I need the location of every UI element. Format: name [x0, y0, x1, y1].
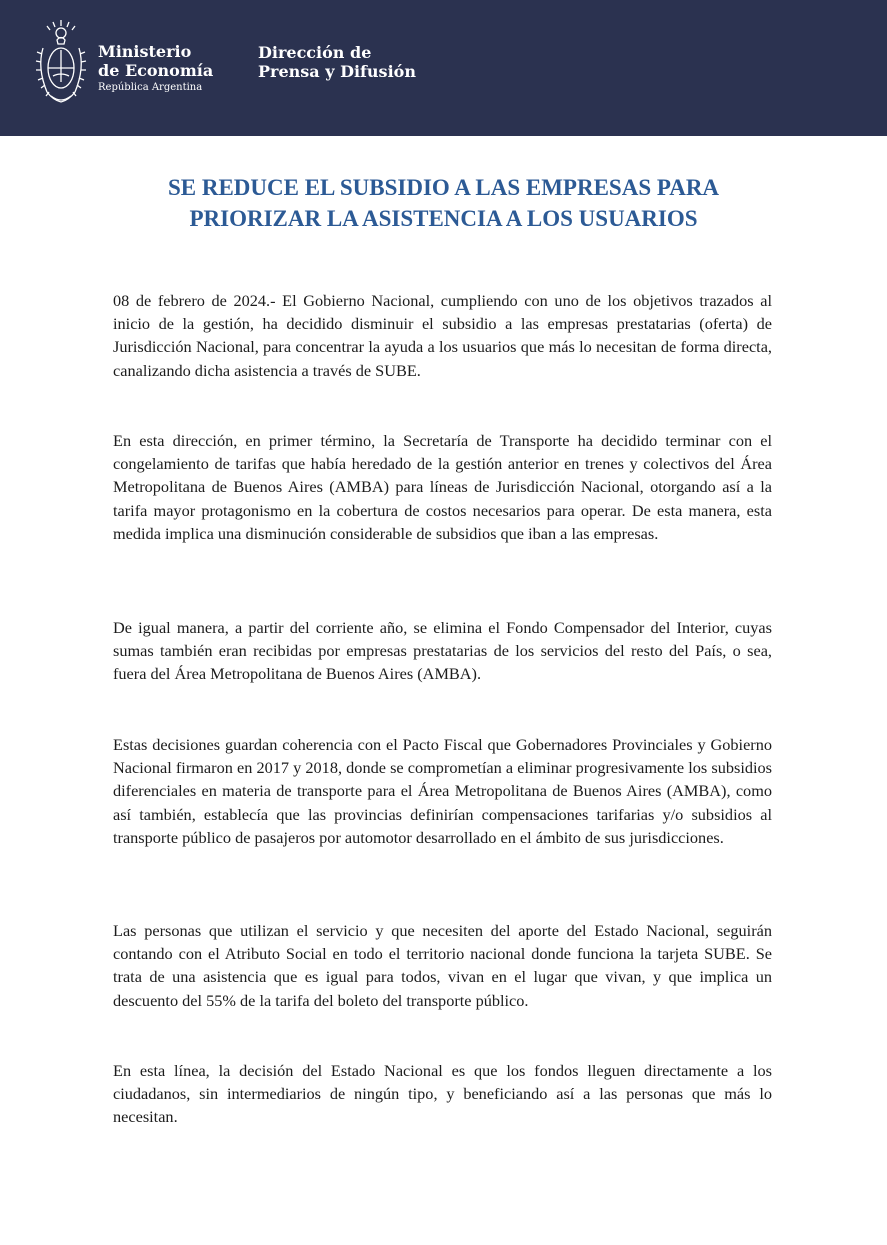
country-name: República Argentina: [98, 82, 203, 93]
department-line-2: Prensa y Difusión: [258, 62, 416, 81]
department-name: [258, 43, 416, 81]
ministry-line-1: Ministerio: [98, 42, 192, 61]
paragraph-6: En esta línea, la decisión del Estado Nacional es que los fondos lleguen directamente a los ciudadanos, sin intermediarios de ningún tipo, y beneficiando así a las personas que más lo necesitan.: [113, 1061, 772, 1127]
coat-of-arms-icon: [33, 18, 89, 106]
press-release-title: [60, 172, 827, 234]
title-line-1: SE REDUCE EL SUBSIDIO A LAS EMPRESAS PARA: [167, 175, 720, 200]
page-header: [0, 0, 887, 136]
paragraph-1: 08 de febrero de 2024.- El Gobierno Nacional, cumpliendo con uno de los objetivos trazados al inicio de la gestión, ha decidido disminuir el subsidio a las empresas prestatarias (oferta) de Jurisdicción Nacional, para concentrar la ayuda a los usuarios que más lo necesitan de forma directa, canalizando dicha asistencia a través de SUBE.: [113, 291, 772, 380]
paragraph-4: Estas decisiones guardan coherencia con el Pacto Fiscal que Gobernadores Provinciales y Gobierno Nacional firmaron en 2017 y 2018, donde se comprometían a eliminar progresivamente los subsidios diferenciales en materia de transporte para el Área Metropolitana de Buenos Aires (AMBA), como así también, establecía que las provincias definirían compensaciones tarifarias y/o subsidios al transporte público de pasajeros por automotor desarrollado en el ámbito de sus jurisdicciones.: [113, 735, 772, 847]
ministry-name: [98, 42, 213, 95]
department-line-1: Dirección de: [258, 43, 372, 62]
title-line-2: PRIORIZAR LA ASISTENCIA A LOS USUARIOS: [189, 206, 698, 231]
paragraph-3: De igual manera, a partir del corriente año, se elimina el Fondo Compensador del Interior, cuyas sumas también eran recibidas por empresas prestatarias de los servicios del resto del País, o sea, fuera del Área Metropolitana de Buenos Aires (AMBA).: [113, 618, 772, 684]
paragraph-2: En esta dirección, en primer término, la Secretaría de Transporte ha decidido terminar con el congelamiento de tarifas que había heredado de la gestión anterior en trenes y colectivos del Área Metropolitana de Buenos Aires (AMBA) para líneas de Jurisdicción Nacional, otorgando así a la tarifa mayor protagonismo en la cobertura de costos necesarios para operar. De esta manera, esta medida implica una disminución considerable de subsidios que iban a las empresas.: [113, 431, 772, 543]
paragraph-5: Las personas que utilizan el servicio y que necesiten del aporte del Estado Nacional, seguirán contando con el Atributo Social en todo el territorio nacional donde funciona la tarjeta SUBE. Se trata de una asistencia que es igual para todos, vivan en el lugar que vivan, y que implica un descuento del 55% de la tarifa del boleto del transporte público.: [113, 921, 772, 1010]
ministry-line-2: de Economía: [98, 61, 214, 80]
